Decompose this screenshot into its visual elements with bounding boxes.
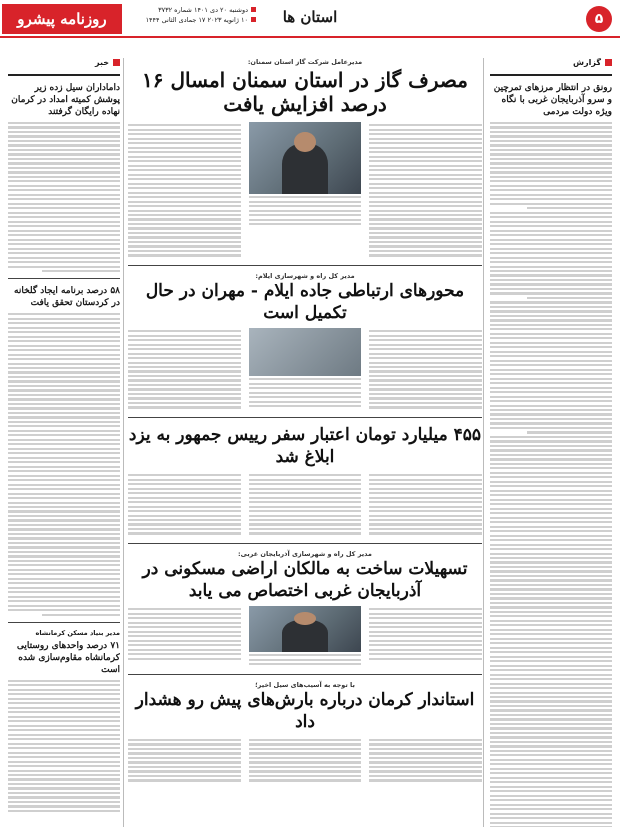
page-number: ۵ <box>586 6 612 32</box>
main-column <box>128 58 482 827</box>
report-headline: رونق در انتظار مرزهای تمرچین و سرو آذربایجان غربی با نگاه ویژه دولت مردمی <box>493 83 612 117</box>
story5-headline: استاندار کرمان درباره بارش‌های پیش رو هشدار داد <box>135 689 475 732</box>
news-headline-3: ۷۱ درصد واحدهای روستایی کرمانشاه مقاوم‌سازی شده است <box>16 640 120 675</box>
story4-headline: تسهیلات ساخت به مالکان اراضی مسکونی در آذربایجان غربی اختصاص می یابد <box>142 558 468 601</box>
story2-body <box>128 328 482 411</box>
news-headline-2: ۵۸ درصد برنامه ایجاد گلخانه در کردستان تحقق یافت <box>14 286 120 309</box>
story2-headline: محورهای ارتباطی جاده ایلام - مهران در حال تکمیل است <box>145 280 465 323</box>
news-tag: خبر <box>8 58 120 76</box>
divider <box>128 417 482 418</box>
date-line-2: ۱۰ ژانویه ۲۰۲۳ ۱۷ جمادی الثانی ۱۴۴۴ <box>145 16 248 24</box>
story1-body <box>128 122 482 259</box>
story4-photo <box>249 606 362 652</box>
report-tag: گزارش <box>490 58 612 76</box>
story4-body <box>128 606 482 668</box>
news-body-3 <box>8 680 120 812</box>
news-body-1 <box>8 122 120 272</box>
story5-body <box>128 737 482 784</box>
news-kicker-3: مدیر بنیاد مسکن کرمانشاه <box>35 628 120 637</box>
divider <box>128 265 482 266</box>
report-body <box>490 122 612 827</box>
story5-kicker: با توجه به آسیب‌های سیل اخیر؛ <box>255 680 355 689</box>
divider <box>8 278 120 279</box>
column-divider <box>123 58 124 827</box>
news-body-2 <box>8 313 120 616</box>
story1-kicker: مدیرعامل شرکت گاز استان سمنان: <box>247 58 363 66</box>
date-info <box>126 5 256 25</box>
story3-body <box>128 472 482 537</box>
story3-headline: ۴۵۵ میلیارد تومان اعتبار سفر رییس جمهور به یزد ابلاغ شد <box>128 424 482 467</box>
story2-kicker: مدیر کل راه و شهرسازی ایلام: <box>255 271 355 280</box>
page-header <box>0 0 620 50</box>
divider <box>128 543 482 544</box>
story1-headline: مصرف گاز در استان سمنان امسال ۱۶ درصد افزایش یافت <box>142 68 468 116</box>
left-column <box>8 58 120 827</box>
divider <box>8 622 120 623</box>
date-line-1: دوشنبه ۲۰ دی ۱۴۰۱ شماره ۳۷۳۲ <box>158 6 248 14</box>
story2-photo <box>249 328 362 376</box>
section-title: استان ها <box>282 8 338 26</box>
story1-photo <box>249 122 362 194</box>
masthead-logo: روزنامه پیشرو <box>2 4 122 34</box>
news-headline-1: داماداران سیل زده زیر پوشش کمیته امداد در کرمان نهاده رایگان گرفتند <box>11 83 120 117</box>
column-divider <box>483 58 484 827</box>
divider <box>128 674 482 675</box>
right-column <box>490 58 612 827</box>
story4-kicker: مدیر کل راه و شهرسازی آذربایجان غربی: <box>238 549 372 558</box>
